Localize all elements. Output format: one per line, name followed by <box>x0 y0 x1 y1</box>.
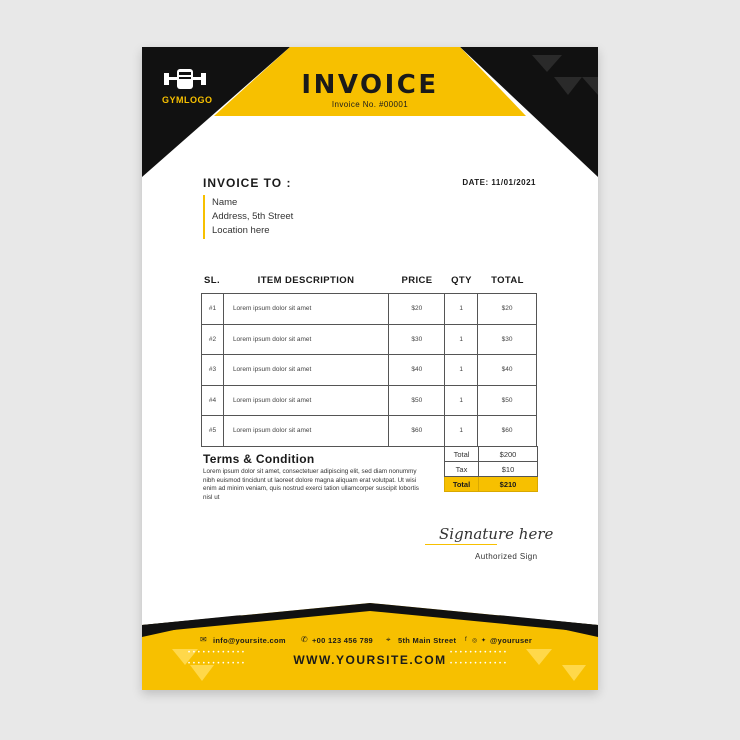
footer-decoration <box>142 603 598 690</box>
dots-decoration: •••••••••••• <box>188 650 247 656</box>
row-total: $30 <box>478 324 537 355</box>
table-row <box>202 355 537 386</box>
signature-line <box>425 544 497 545</box>
footer-phone[interactable]: +00 123 456 789 <box>312 636 374 645</box>
row-sl: #4 <box>202 385 224 416</box>
dots-decoration: •••••••••••• <box>450 661 509 667</box>
dots-decoration: •••••••••••• <box>188 661 247 667</box>
grand-total-row <box>445 477 538 492</box>
header-sl: SL. <box>204 275 220 286</box>
address-accent-bar <box>203 195 205 239</box>
header-qty: QTY <box>451 275 472 286</box>
row-qty: 1 <box>445 355 478 386</box>
table-row <box>202 294 537 325</box>
instagram-icon[interactable]: ◎ <box>472 638 478 644</box>
header-description: ITEM DESCRIPTION <box>257 275 355 286</box>
header-price: PRICE <box>401 275 433 286</box>
row-qty: 1 <box>445 294 478 325</box>
row-description: Lorem ipsum dolor sit amet <box>223 324 388 355</box>
tax-value: $10 <box>479 462 538 477</box>
grand-total-label: Total <box>445 477 479 492</box>
row-price: $50 <box>389 385 445 416</box>
row-total: $50 <box>478 385 537 416</box>
invoice-page <box>142 47 598 690</box>
row-total: $40 <box>478 355 537 386</box>
invoice-number: Invoice No. #00001 <box>331 100 409 109</box>
grand-total-value: $210 <box>479 477 538 492</box>
row-price: $30 <box>389 324 445 355</box>
row-description: Lorem ipsum dolor sit amet <box>223 355 388 386</box>
subtotal-label: Total <box>445 447 479 462</box>
tax-label: Tax <box>445 462 479 477</box>
row-total: $20 <box>478 294 537 325</box>
footer-website[interactable]: WWW.YOURSITE.COM <box>293 653 447 667</box>
row-description: Lorem ipsum dolor sit amet <box>223 416 388 447</box>
invoice-to-label: INVOICE TO : <box>203 176 292 190</box>
address-name: Name <box>212 197 238 208</box>
tax-row <box>445 462 538 477</box>
mail-icon: ✉ <box>200 635 207 644</box>
row-sl: #2 <box>202 324 224 355</box>
header-total: TOTAL <box>491 275 524 286</box>
phone-icon: ✆ <box>301 635 308 644</box>
invoice-title: INVOICE <box>301 70 439 100</box>
row-qty: 1 <box>445 324 478 355</box>
subtotal-row <box>445 447 538 462</box>
terms-text: Lorem ipsum dolor sit amet, consectetuer adipiscing elit, sed diam nonummy nibh euismod tincidunt ut laoreet dolore magna aliquam erat volutpat. Ut wisi enim ad minim veniam, quis nostrud exerci tation ullamcorper suscipit lobortis nisl ut <box>203 468 419 501</box>
items-table <box>201 293 537 447</box>
address-street: Address, 5th Street <box>212 211 294 222</box>
footer-address: 5th Main Street <box>398 636 457 645</box>
row-price: $20 <box>389 294 445 325</box>
location-pin-icon: ⌖ <box>386 635 391 644</box>
row-description: Lorem ipsum dolor sit amet <box>223 294 388 325</box>
subtotal-value: $200 <box>479 447 538 462</box>
signature-script: Signature here <box>439 525 554 543</box>
address-location: Location here <box>212 225 270 236</box>
authorized-sign-label: Authorized Sign <box>475 552 538 561</box>
row-description: Lorem ipsum dolor sit amet <box>223 385 388 416</box>
terms-title: Terms & Condition <box>203 452 315 466</box>
twitter-icon[interactable]: ✦ <box>481 638 487 644</box>
row-price: $60 <box>389 416 445 447</box>
table-row <box>202 324 537 355</box>
table-row <box>202 385 537 416</box>
logo-text: GYMLOGO <box>162 95 213 105</box>
row-qty: 1 <box>445 416 478 447</box>
facebook-icon[interactable]: f <box>465 637 467 643</box>
table-row <box>202 416 537 447</box>
footer-social[interactable]: @youruser <box>490 636 533 645</box>
row-total: $60 <box>478 416 537 447</box>
invoice-date: DATE: 11/01/2021 <box>462 178 536 187</box>
row-sl: #5 <box>202 416 224 447</box>
header-decoration <box>142 47 598 177</box>
row-price: $40 <box>389 355 445 386</box>
row-qty: 1 <box>445 385 478 416</box>
row-sl: #3 <box>202 355 224 386</box>
row-sl: #1 <box>202 294 224 325</box>
totals-table <box>444 446 538 492</box>
dots-decoration: •••••••••••• <box>450 650 509 656</box>
footer-email[interactable]: info@yoursite.com <box>213 636 286 645</box>
